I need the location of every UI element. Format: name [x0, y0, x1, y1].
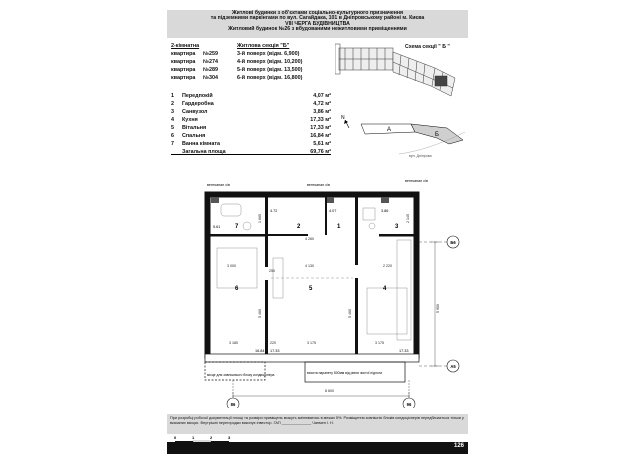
ac-block-area — [205, 362, 265, 380]
room-area: 17,33 м² — [310, 125, 331, 131]
wall-left — [205, 192, 210, 358]
block-b-label: Б — [435, 132, 439, 138]
room-number-label: 4 — [383, 286, 387, 292]
dimension-label: 4 260 — [305, 237, 314, 241]
apartment-number: №304 — [203, 75, 219, 81]
total-label: Загальна площа — [182, 149, 226, 155]
room-number-label: 6 — [235, 286, 239, 292]
room-number: 3 — [171, 109, 174, 115]
scheme-title: Схема секції " Б " — [405, 44, 450, 50]
room-name: Передпокій — [182, 93, 213, 99]
axis-label: 86 — [230, 402, 236, 407]
room-name: Спальня — [182, 133, 206, 139]
room-row — [171, 100, 331, 108]
apartment-type: 2-кімнатна — [171, 43, 200, 49]
wall-right — [414, 192, 419, 358]
scale-tick: 0 — [174, 435, 177, 440]
room-area-label: 5.61 — [213, 225, 221, 229]
apartment-row — [171, 58, 331, 66]
room-row — [171, 132, 331, 140]
dimension-label: 5 460 — [348, 309, 352, 318]
room-area: 4,07 м² — [313, 93, 331, 99]
header-line-1: Житлові будинки з об’єктами соціально-культурного призначення — [231, 10, 404, 16]
room-name: Ванна кімната — [182, 141, 220, 147]
dimension-label: 2 145 — [406, 214, 410, 223]
dimension-label: 4 130 — [305, 264, 314, 268]
ac-note: місце для зовнішнього блоку кондиціонера — [207, 373, 275, 377]
room-number-label: 3 — [395, 224, 399, 230]
scale-tick: 3 — [228, 435, 231, 440]
toilet-fixture — [369, 223, 375, 229]
block-a-label: А — [387, 127, 392, 133]
page-number: 126 — [453, 443, 464, 449]
divider — [171, 154, 331, 155]
apartment-row — [171, 66, 331, 74]
apartment-label: квартира — [171, 67, 196, 73]
room-area-label: 16.84 — [255, 349, 265, 353]
page-number-bar — [167, 442, 468, 454]
apartment-label: квартира — [171, 59, 196, 65]
vent-label-left: вентканал с/в — [207, 183, 230, 187]
kitchen-table — [367, 288, 407, 334]
room-row — [171, 92, 331, 100]
room-number-label: 1 — [337, 224, 341, 230]
dimension-label: 250 — [269, 269, 275, 273]
dimension-label: 1 665 — [258, 214, 262, 223]
apartment-floor: 6-й поверх (відм. 16,800) — [237, 75, 303, 81]
room-row — [171, 116, 331, 124]
room-number-label: 2 — [297, 224, 301, 230]
room-area: 17,33 м² — [310, 117, 331, 123]
vent-label-mid: вентканал с/в — [307, 183, 330, 187]
room-name: Кухня — [182, 117, 198, 123]
room-name: Гардеробна — [182, 101, 214, 107]
room-name: Санвузол — [182, 109, 208, 115]
room-row — [171, 140, 331, 148]
sheet-header — [167, 10, 468, 38]
kitchen-counter — [397, 240, 411, 340]
scale-tick: 2 — [210, 435, 213, 440]
apartment-label: квартира — [171, 51, 196, 57]
street-label: вул. Дніпрова — [409, 154, 432, 158]
axis-label: Б6 — [450, 240, 456, 245]
room-number-label: 5 — [309, 286, 313, 292]
bed — [217, 248, 257, 288]
axis-label: 96 — [406, 402, 412, 407]
bathtub — [221, 204, 241, 216]
total-area: 69,76 м² — [310, 149, 331, 155]
dimension-label: 220 — [270, 341, 276, 345]
room-number-label: 7 — [235, 224, 239, 230]
room-number: 7 — [171, 141, 174, 147]
dimension-label: 5 460 — [258, 309, 262, 318]
apartment-row — [171, 74, 331, 82]
site-scheme — [339, 110, 467, 168]
apartment-floor: 3-й поверх (відм. 6,900) — [237, 51, 300, 57]
dimension-label: 8 600 — [325, 389, 334, 393]
apartment-row — [171, 50, 331, 58]
header-line-4: Житловий будинок №26 з вбудованими нежитловими приміщеннями — [228, 26, 407, 33]
section-key-plan — [335, 38, 465, 110]
apartment-info — [171, 42, 331, 82]
room-area: 16,84 м² — [310, 133, 331, 139]
vent-label-right: вентканал с/в — [405, 179, 428, 183]
apartment-label: квартира — [171, 75, 196, 81]
apartment-number: №259 — [203, 51, 219, 57]
dimension-label: 2 220 — [383, 264, 392, 268]
room-number: 6 — [171, 133, 174, 139]
room-number: 1 — [171, 93, 174, 99]
dimension-label: 3 000 — [227, 264, 236, 268]
apartment-number: №289 — [203, 67, 219, 73]
room-area: 3,86 м² — [313, 109, 331, 115]
dimension-label: 3 180 — [229, 341, 238, 345]
room-number: 4 — [171, 117, 174, 123]
shower — [363, 208, 375, 220]
room-area-label: 3.86 — [381, 209, 389, 213]
room-area: 4,72 м² — [313, 101, 331, 107]
footer-note: При розробці робочої документації площі та розміри приміщень можуть змінюватись в межах 5%. Розміщення зовнішніх блоків кондиціонерів передбачається тільки у вказаних місцях. Внутрішні перегородки виконує інвестор. ГАП ______________ Чапмен І. Н. — [167, 414, 468, 434]
dimension-label: 3 175 — [307, 341, 316, 345]
dimension-label: 3 175 — [375, 341, 384, 345]
header-line-3: VIII ЧЕРГА БУДІВНИЦТВА — [285, 20, 350, 27]
room-area-label: 17.33 — [270, 349, 280, 353]
room-area-label: 4.72 — [270, 209, 278, 213]
north-label: N — [341, 115, 345, 121]
parapet-note: висота парапету 500мм від рівня чистої підлоги — [307, 371, 382, 375]
header-line-2: та підземними паркінгами по вул. Сагайдака, 101 в Дніпровському районі м. Києва — [210, 15, 425, 22]
toilet-fixture — [243, 222, 251, 230]
room-area-label: 4.07 — [329, 209, 337, 213]
apartment-number: №274 — [203, 59, 219, 65]
room-number: 5 — [171, 125, 174, 131]
wall-top — [205, 192, 419, 197]
room-area-label: 17.33 — [399, 349, 409, 353]
apartment-floor-plan — [177, 168, 467, 408]
dimension-label: 5 950 — [436, 304, 440, 313]
floor-plan-sheet — [167, 10, 468, 454]
section-name: Житлова секція "Б" — [237, 43, 290, 49]
room-name: Вітальня — [182, 125, 207, 131]
room-area: 5,61 м² — [313, 141, 331, 147]
room-list — [171, 92, 331, 156]
apartment-floor: 5-й поверх (відм. 13,500) — [237, 67, 303, 73]
north-arrow-icon — [344, 120, 349, 128]
apartment-floor: 4-й поверх (відм. 10,200) — [237, 59, 303, 65]
axis-label: А5 — [450, 364, 456, 369]
scale-tick: 1 — [192, 435, 195, 440]
room-number: 2 — [171, 101, 174, 107]
room-row — [171, 124, 331, 132]
room-row — [171, 108, 331, 116]
